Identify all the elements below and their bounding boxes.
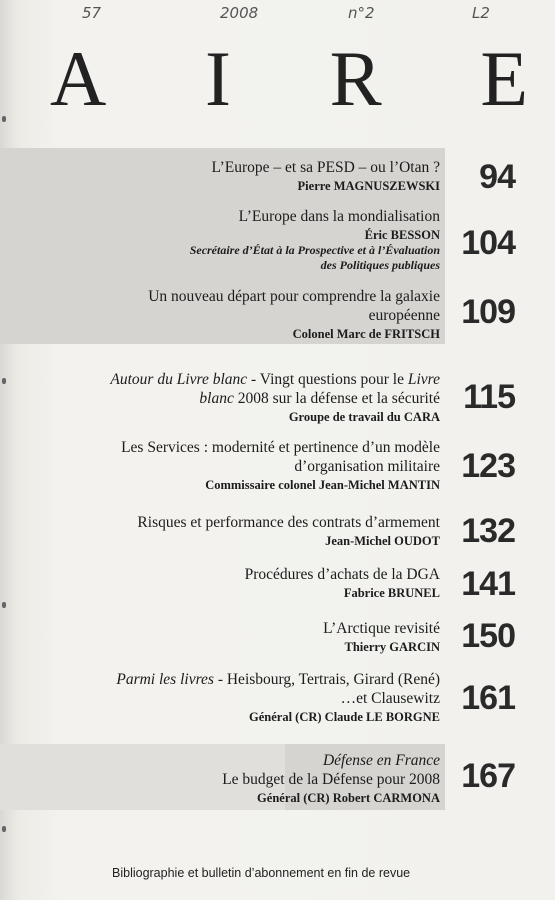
toc-entry [60,513,440,549]
page-number: 167 [461,757,515,795]
footer-note: Bibliographie et bulletin d’abonnement en fin de revue [112,866,411,880]
page-number: 161 [461,679,515,717]
page-number: 132 [461,512,515,550]
entry-author: Jean-Michel OUDOT [325,534,440,548]
handwritten-note: 57 [82,4,102,22]
journal-title [50,35,530,122]
entry-title-italic: Livre [407,371,440,388]
entry-author: Général (CR) Robert CARMONA [257,791,440,805]
journal-title-letter: A [50,35,109,122]
toc-entry [60,751,440,806]
binding-hole [2,116,6,122]
toc-entry [60,287,440,342]
toc-entry [60,619,440,655]
entry-author: Groupe de travail du CARA [288,410,440,424]
entry-author: Commissaire colonel Jean-Michel MANTIN [205,478,440,492]
entry-author: Colonel Marc de FRITSCH [292,327,440,341]
toc-entry [60,370,440,425]
entry-author: Fabrice BRUNEL [343,586,440,600]
journal-title-letter: E [480,35,530,122]
toc-entry [60,158,440,194]
handwritten-note: L2 [472,4,490,22]
toc-entry [60,670,440,725]
page-number: 104 [461,224,515,262]
entry-title [60,389,440,408]
entry-title: …et Clausewitz [340,690,440,707]
entry-author: Général (CR) Claude LE BORGNE [249,710,440,724]
entry-title-italic: blanc [199,390,234,407]
entry-title: L’Europe – et sa PESD – ou l’Otan ? [211,159,440,176]
entry-title: Un nouveau départ pour comprendre la galaxie [148,288,440,305]
handwritten-note: 2008 [220,4,259,22]
entry-title: européenne [368,307,440,324]
page-number: 94 [479,158,515,196]
entry-title-italic: Autour du Livre blanc [110,371,248,388]
page-number: 115 [463,378,515,416]
entry-title: Procédures d’achats de la DGA [244,566,440,583]
journal-title-letter: I [205,35,233,122]
page-number: 123 [461,447,515,485]
entry-title [60,370,440,389]
entry-author: Pierre MAGNUSZEWSKI [297,179,440,193]
entry-title: d’organisation militaire [294,458,440,475]
toc-entry [60,207,440,273]
entry-title: Les Services : modernité et pertinence d’un modèle [121,439,440,456]
page-number: 150 [461,617,515,655]
entry-title [60,670,440,689]
binding-hole [2,826,6,832]
entry-title-part: 2008 sur la défense et la sécurité [233,390,440,407]
toc-entry [60,565,440,601]
binding-hole [2,602,6,608]
entry-title-part: - Heisbourg, Tertrais, Girard (René) [213,671,440,688]
handwritten-note: n°2 [348,4,375,22]
entry-author: Éric BESSON [364,228,440,242]
entry-title-italic: Parmi les livres [116,671,214,688]
entry-rubric: Défense en France [322,752,440,769]
entry-author-role: Secrétaire d’État à la Prospective et à l’Évaluation [189,243,440,257]
entry-title: Risques et performance des contrats d’armement [137,514,440,531]
entry-title: Le budget de la Défense pour 2008 [222,771,440,788]
page-number: 109 [461,293,515,331]
entry-author: Thierry GARCIN [344,640,440,654]
page-number: 141 [461,565,515,603]
entry-title-part: - Vingt questions pour le [247,371,408,388]
entry-title: L’Europe dans la mondialisation [238,208,440,225]
entry-title: L’Arctique revisité [323,620,440,637]
entry-author-role: des Politiques publiques [320,258,440,272]
toc-entry [60,438,440,493]
journal-title-letter: R [329,35,384,122]
binding-hole [2,378,6,384]
